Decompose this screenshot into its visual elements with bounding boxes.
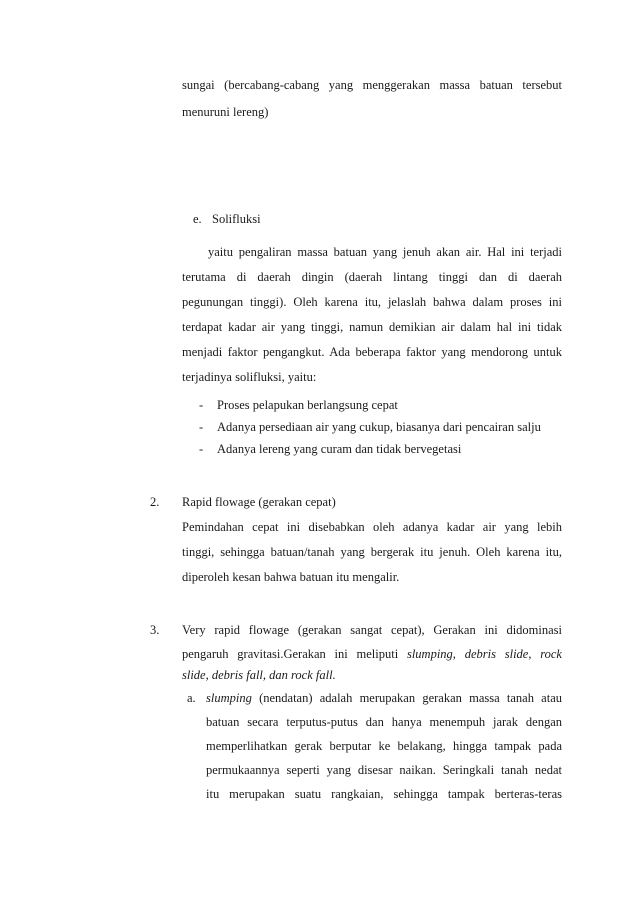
solifluksi-line-2: terutama di daerah dingin (daerah lintang tinggi dan di daerah: [182, 270, 562, 284]
rapid-line-2: tinggi, sehingga batuan/tanah yang bergerak itu jenuh. Oleh karena itu,: [182, 545, 562, 559]
solifluksi-heading: Solifluksi: [212, 212, 261, 226]
factor-item: Proses pelapukan berlangsung cepat: [217, 398, 398, 412]
slumping-line-2: batuan secara terputus-putus dan hanya menempuh jarak dengan: [206, 715, 562, 729]
rapid-heading: Rapid flowage (gerakan cepat): [182, 495, 336, 509]
slumping-line-5: itu merupakan suatu rangkaian, sehingga tampak berteras-teras: [206, 787, 562, 801]
rapid-line-1: Pemindahan cepat ini disebabkan oleh adanya kadar air yang lebih: [182, 520, 562, 534]
slumping-line-1: [206, 690, 562, 706]
slumping-line-4: permukaannya seperti yang disesar naikan. Seringkali tanah nedat: [206, 763, 562, 777]
solifluksi-line-4: terdapat kadar air yang tinggi, namun demikian air dalam hal ini tidak: [182, 320, 562, 334]
list-marker-a: a.: [187, 691, 196, 705]
slumping-line-1-rest: (nendatan) adalah merupakan gerakan massa tanah atau: [251, 691, 562, 705]
factor-item: Adanya lereng yang curam dan tidak bervegetasi: [217, 442, 462, 456]
solifluksi-line-1: yaitu pengaliran massa batuan yang jenuh akan air. Hal ini terjadi: [208, 245, 562, 259]
bullet-dash: -: [199, 442, 204, 456]
bullet-dash: -: [199, 398, 204, 412]
very-rapid-line-2-italic: slumping, debris slide, rock: [406, 647, 562, 661]
solifluksi-line-5: menjadi faktor pengangkut. Ada beberapa faktor yang mendorong untuk: [182, 345, 562, 359]
very-rapid-line-2: [182, 646, 562, 662]
solifluksi-line-3: pegunungan tinggi). Oleh karena itu, jelaslah bahwa dalam proses ini: [182, 295, 562, 309]
very-rapid-line-3-italic: slide, debris fall, dan rock fall.: [182, 668, 336, 682]
slumping-term: slumping: [206, 691, 252, 705]
rapid-line-3: diperoleh kesan bahwa batuan itu mengalir.: [182, 570, 400, 584]
factor-item: Adanya persediaan air yang cukup, biasanya dari pencairan salju: [217, 420, 541, 434]
bullet-dash: -: [199, 420, 204, 434]
section-number-3: 3.: [150, 623, 160, 637]
very-rapid-line-1: Very rapid flowage (gerakan sangat cepat), Gerakan ini didominasi: [182, 623, 562, 637]
slumping-line-3: memperlihatkan gerak berputar ke belakang, hingga tampak pada: [206, 739, 562, 753]
solifluksi-line-6: terjadinya solifluksi, yaitu:: [182, 370, 317, 384]
very-rapid-line-3: [182, 667, 562, 683]
very-rapid-line-2-plain: pengaruh gravitasi.Gerakan ini meliputi: [182, 647, 407, 661]
list-marker-e: e.: [193, 212, 202, 226]
intro-line-1: sungai (bercabang-cabang yang menggerakan massa batuan tersebut: [182, 78, 562, 92]
section-number-2: 2.: [150, 495, 160, 509]
intro-line-2: menuruni lereng): [182, 105, 269, 119]
